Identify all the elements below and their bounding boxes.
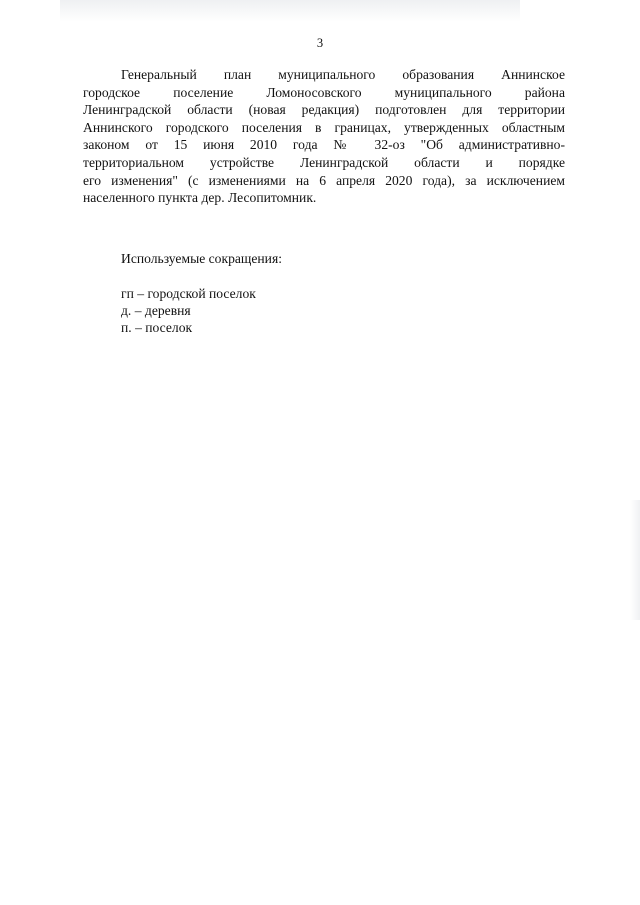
abbreviation-item: п. – поселок [121,319,193,335]
abbreviations-list [121,286,256,336]
paragraph-line: его изменения" (с изменениями на 6 апреля 2020 года), за исключением [83,172,565,188]
paragraph-line: Аннинского городского поселения в границах, утвержденных областным [83,119,565,135]
paragraph-line: городское поселение Ломоносовского муниципального района [83,84,565,100]
abbreviation-item: д. – деревня [121,302,191,318]
scan-shadow-right [630,500,640,620]
paragraph-line: законом от 15 июня 2010 года № 32-оз "Об административно- [83,137,565,153]
abbreviation-item: гп – городской поселок [121,286,256,301]
paragraph-line: населенного пункта дер. Лесопитомник. [83,190,317,206]
scan-shadow-top [60,0,520,22]
page-number: 3 [316,36,324,50]
abbreviations-heading: Используемые сокращения: [121,251,282,266]
paragraph-line: Ленинградской области (новая редакция) подготовлен для территории [83,102,565,118]
paragraph-line: Генеральный план муниципального образования Аннинское [121,67,565,82]
paragraph-line: территориальном устройстве Ленинградской области и порядке [83,154,565,170]
intro-paragraph [83,66,565,207]
